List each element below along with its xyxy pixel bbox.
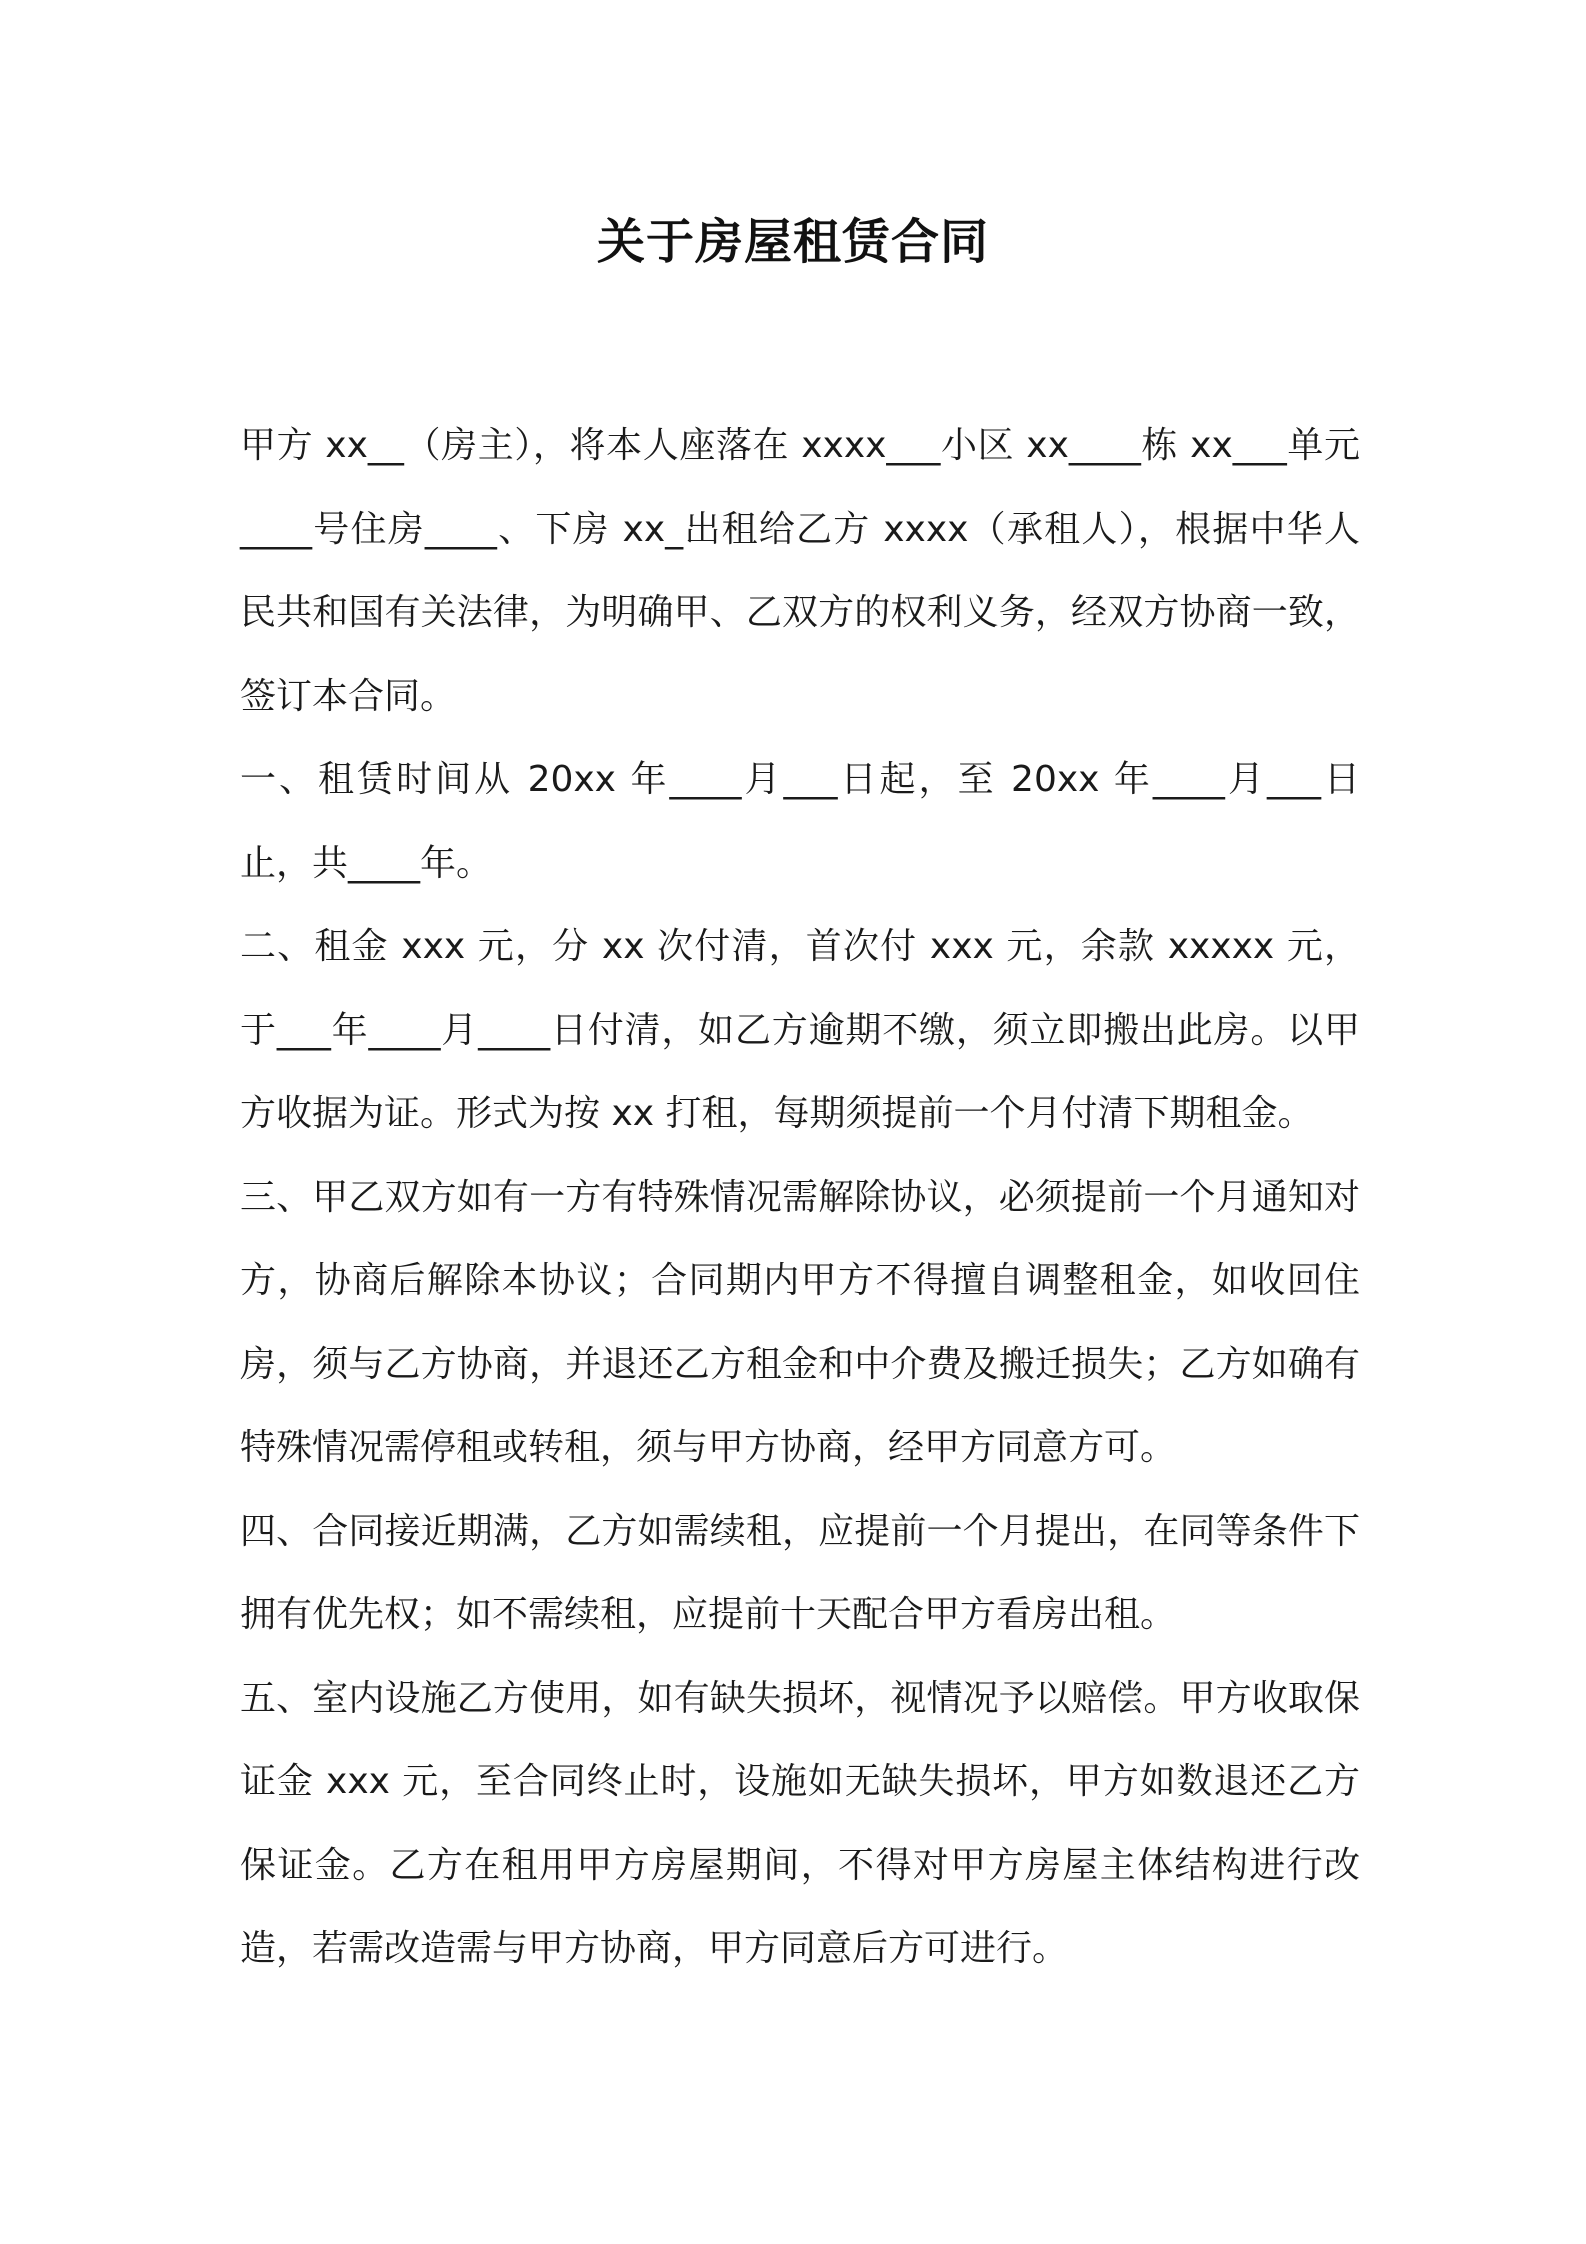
document-title: 关于房屋租赁合同: [596, 214, 989, 270]
paragraph-clause-1: 一、租赁时间从 20xx 年____月___日起，至 20xx 年____月___日止，共____年。: [240, 759, 1360, 884]
paragraph-intro: 甲方 xx__（房主），将本人座落在 xxxx___小区 xx____栋 xx___单元____号住房____、下房 xx_出租给乙方 xxxx（承租人），根据中华人民共和国有关法律，为明确甲、乙双方的权利义务，经双方协商一致，签订本合同。: [240, 425, 1360, 717]
paragraph-clause-3: 三、甲乙双方如有一方有特殊情况需解除协议，必须提前一个月通知对方，协商后解除本协议；合同期内甲方不得擅自调整租金，如收回住房，须与乙方协商，并退还乙方租金和中介费及搬迁损失；乙方如确有特殊情况需停租或转租，须与甲方协商，经甲方同意方可。: [240, 1176, 1360, 1468]
paragraph-clause-4: 四、合同接近期满，乙方如需续租，应提前一个月提出，在同等条件下拥有优先权；如不需续租，应提前十天配合甲方看房出租。: [240, 1510, 1360, 1635]
contract-body: [240, 404, 1360, 1991]
paragraph-clause-5: 五、室内设施乙方使用，如有缺失损坏，视情况予以赔偿。甲方收取保证金 xxx 元，至合同终止时，设施如无缺失损坏，甲方如数退还乙方保证金。乙方在租用甲方房屋期间，不得对甲方房屋主体结构进行改造，若需改造需与甲方协商，甲方同意后方可进行。: [240, 1677, 1360, 1969]
paragraph-clause-2: 二、租金 xxx 元，分 xx 次付清，首次付 xxx 元，余款 xxxxx 元，于___年____月____日付清，如乙方逾期不缴，须立即搬出此房。以甲方收据为证。形式为按 xx 打租，每期须提前一个月付清下期租金。: [240, 926, 1360, 1134]
